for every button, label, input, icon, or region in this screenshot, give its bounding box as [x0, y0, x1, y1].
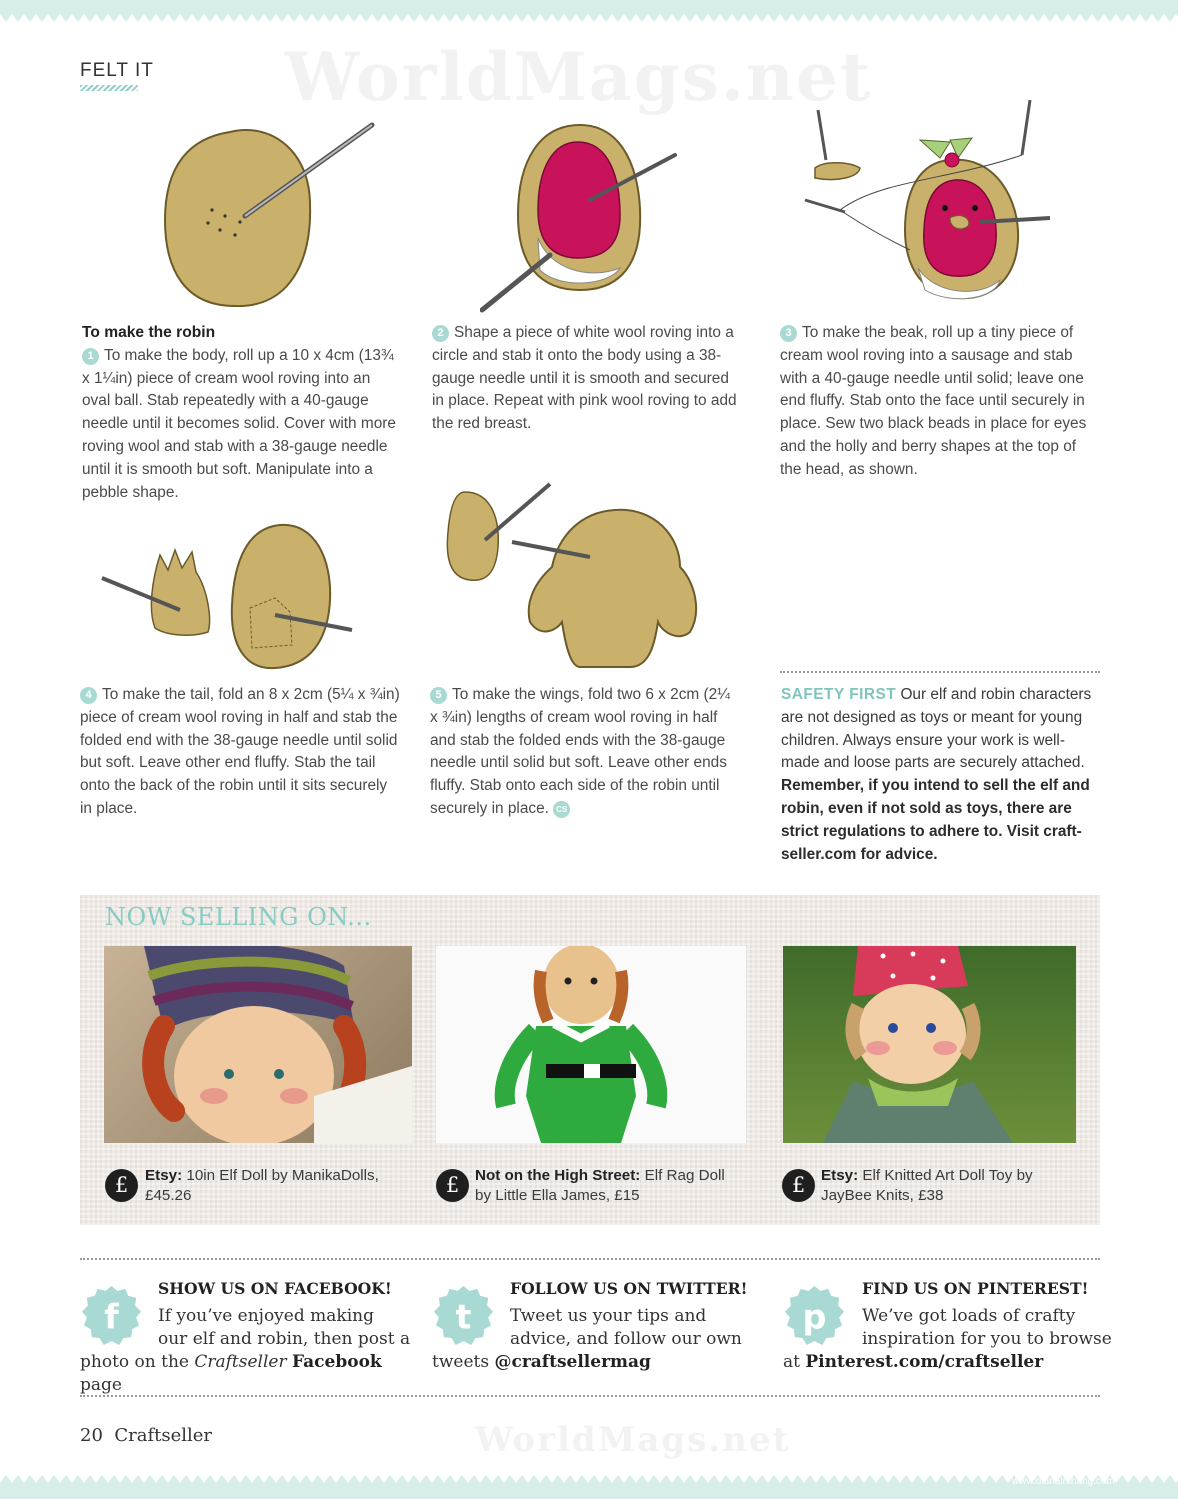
step-1-number: 1 — [82, 348, 99, 365]
caption-3-store: Etsy: — [821, 1167, 859, 1184]
pinterest-line-2: inspiration for you to browse — [862, 1329, 1112, 1349]
pinterest-text — [783, 1305, 1113, 1374]
illustration-robin-face — [800, 100, 1060, 310]
step-3-number: 3 — [780, 325, 797, 342]
facebook-line-1: If you’ve enjoyed making — [158, 1306, 374, 1326]
facebook-line-2: our elf and robin, then post a — [158, 1329, 411, 1349]
caption-2-store: Not on the High Street: — [475, 1167, 641, 1184]
corner-url: www.dianairshang.com — [1012, 1476, 1115, 1487]
caption-3 — [821, 1166, 1071, 1206]
facebook-line-3: photo on the Craftseller Facebook page — [80, 1352, 382, 1395]
svg-text:t: t — [455, 1297, 472, 1337]
step-5-text: To make the wings, fold two 6 x 2cm (2¼ x ¾in) lengths of cream wool roving in half and stab the folded ends with the 38-gauge needle until solid but soft. Leave other ends fluffy. Stab onto each side of the robin until securely in place. — [430, 686, 731, 817]
photo-elf-knitted-doll — [783, 946, 1076, 1143]
section-tag-label: FELT IT — [80, 60, 154, 81]
illustration-robin-body — [160, 120, 380, 320]
magazine-name: Craftseller — [114, 1425, 213, 1446]
caption-1-store: Etsy: — [145, 1167, 183, 1184]
svg-text:f: f — [104, 1297, 119, 1337]
section-tag — [80, 60, 154, 91]
twitter-line-3: tweets @craftsellermag — [432, 1352, 651, 1372]
twitter-line-1: Tweet us your tips and — [510, 1306, 707, 1326]
step-4 — [80, 684, 402, 821]
step-2-number: 2 — [432, 325, 449, 342]
page-footer — [80, 1425, 212, 1446]
pinterest-heading: FIND US ON PINTEREST! — [862, 1279, 1089, 1298]
pound-icon: £ — [105, 1169, 138, 1202]
step-2-text: Shape a piece of white wool roving into a circle and stab it onto the body using a 38-gauge needle until it is smooth and secured in place. Repeat with pink wool roving to add the red breast. — [432, 324, 737, 433]
pinterest-line-3: at Pinterest.com/craftseller — [783, 1352, 1044, 1372]
caption-3-desc: Elf Knitted Art Doll Toy by JayBee Knits, £38 — [821, 1167, 1033, 1204]
facebook-text — [80, 1305, 420, 1397]
pound-icon: £ — [782, 1169, 815, 1202]
pound-icon: £ — [436, 1169, 469, 1202]
step-3-text: To make the beak, roll up a tiny piece of cream wool roving into a sausage and stab with a 40-gauge needle until solid; leave one end fluffy. Stab onto the face until securely in place. Sew two black beads in place for eyes and the holly and berry shapes at the top of the head, as shown. — [780, 324, 1087, 478]
top-zigzag-border — [0, 0, 1178, 34]
safety-bold: Remember, if you intend to sell the elf and robin, even if not sold as toys, there are strict regulations to adhere to. — [781, 777, 1090, 840]
watermark-bottom: WorldMags.net — [475, 1420, 791, 1460]
photo-elf-rag-doll — [436, 946, 746, 1143]
step-1-text: To make the body, roll up a 10 x 4cm (13¾ x 1¼in) piece of cream wool roving into an oval ball. Stab repeatedly with a 40-gauge needle until it becomes solid. Cover with more roving wool and stab with a 38-gauge needle until it is smooth but soft. Manipulate into a pebble shape. — [82, 346, 396, 501]
divider-social-bottom — [80, 1395, 1100, 1397]
step-2 — [432, 322, 737, 436]
step-4-number: 4 — [80, 687, 97, 704]
step-5 — [430, 684, 740, 821]
illustration-robin-tail — [100, 520, 370, 670]
safety-lead: SAFETY FIRST — [781, 686, 897, 703]
divider-social-top — [80, 1258, 1100, 1260]
step-1 — [82, 322, 402, 504]
caption-2 — [475, 1166, 735, 1206]
twitter-text — [432, 1305, 752, 1374]
end-mark: CS — [553, 801, 570, 818]
pinterest-line-1: We’ve got loads of crafty — [862, 1306, 1076, 1326]
illustration-robin-breast — [480, 120, 700, 315]
caption-1 — [145, 1166, 405, 1206]
safety-visit: Visit craft-seller.com for advice. — [781, 822, 1082, 863]
caption-1-desc: 10in Elf Doll by ManikaDolls, £45.26 — [145, 1167, 379, 1204]
caption-2-desc: Elf Rag Doll by Little Ella James, £15 — [475, 1167, 725, 1204]
steps-heading: To make the robin — [82, 324, 216, 341]
step-5-number: 5 — [430, 687, 447, 704]
section-tag-underline — [80, 85, 138, 91]
svg-text:p: p — [802, 1297, 827, 1337]
page-number: 20 — [80, 1425, 103, 1446]
safety-text: Our elf and robin characters are not designed as toys or meant for young children. Always ensure your work is well-made and loose parts are securely attached. — [781, 686, 1092, 772]
photo-elf-doll-1 — [104, 946, 412, 1143]
bottom-zigzag-border — [0, 1465, 1178, 1499]
watermark-top: WorldMags.net — [285, 38, 873, 116]
twitter-heading: FOLLOW US ON TWITTER! — [510, 1279, 748, 1298]
safety-box — [781, 684, 1103, 866]
now-selling-title: NOW SELLING ON... — [105, 903, 372, 931]
step-3 — [780, 322, 1098, 482]
facebook-heading: SHOW US ON FACEBOOK! — [158, 1279, 392, 1298]
divider-safety — [780, 671, 1100, 673]
twitter-line-2: advice, and follow our own — [510, 1329, 742, 1349]
illustration-robin-wings — [440, 482, 710, 672]
step-4-text: To make the tail, fold an 8 x 2cm (5¼ x ¾in) piece of cream wool roving in half and stab the folded end with the 38-gauge needle until solid but soft. Leave other end fluffy. Stab the tail onto the back of the robin until it sits securely in place. — [80, 686, 400, 817]
